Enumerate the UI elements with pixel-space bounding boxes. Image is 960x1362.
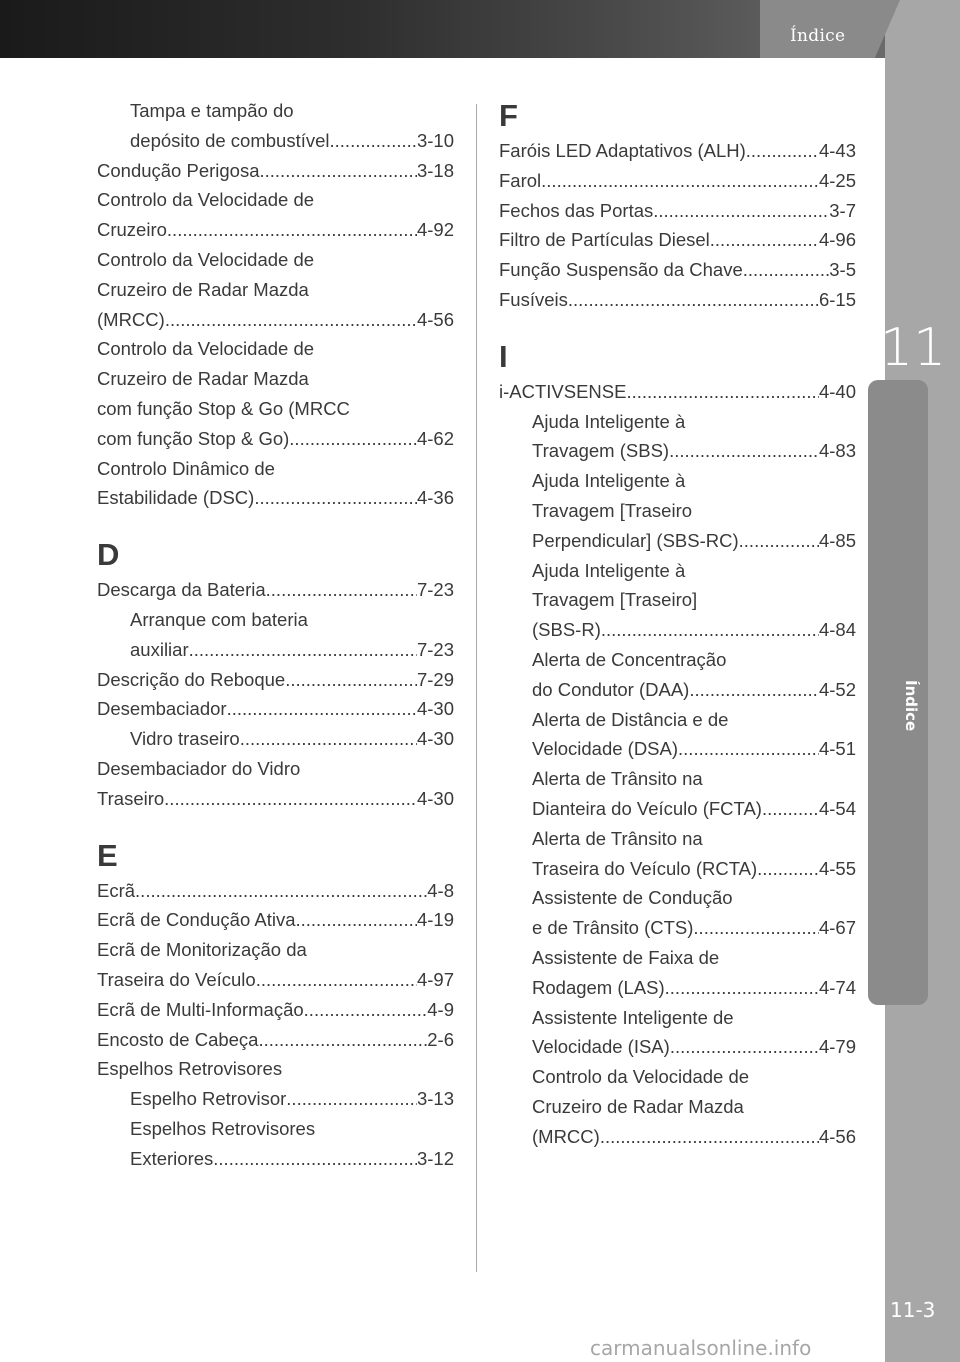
index-entry[interactable] <box>499 526 856 556</box>
dot-leader <box>286 1084 417 1114</box>
entry-text: Traseira do Veículo <box>97 968 256 990</box>
entry-text: Rodagem (LAS) <box>532 976 665 998</box>
dot-leader <box>213 1144 417 1174</box>
index-entry[interactable] <box>499 1032 856 1062</box>
index-text-line: Controlo da Velocidade de <box>97 189 315 211</box>
page-reference: 7-29 <box>416 668 454 690</box>
entry-text: Velocidade (ISA) <box>532 1036 670 1058</box>
index-text-line: Cruzeiro de Radar Mazda <box>97 368 309 390</box>
index-text-line: Alerta de Distância e de <box>532 708 729 730</box>
entry-text: Farol <box>499 169 542 191</box>
entry-text: Ecrã de Condução Ativa <box>97 909 296 931</box>
page-reference: 4-97 <box>416 968 454 990</box>
entry-text: auxiliar <box>130 638 189 660</box>
chapter-number: 11 <box>880 318 947 378</box>
entry-text: Ecrã de Multi-Informação <box>97 998 304 1020</box>
page-reference: 4-55 <box>818 857 856 879</box>
index-entry[interactable] <box>97 1025 454 1055</box>
dot-leader <box>256 965 417 995</box>
page-reference: 4-56 <box>818 1125 856 1147</box>
index-entry[interactable] <box>97 784 454 814</box>
page-reference: 6-15 <box>818 288 856 310</box>
index-entry[interactable] <box>499 854 856 884</box>
entry-text: (MRCC) <box>97 308 165 330</box>
entry-text: Traseiro <box>97 787 165 809</box>
dot-leader <box>266 575 417 605</box>
page-reference: 4-84 <box>818 619 856 641</box>
dot-leader <box>665 973 819 1003</box>
index-entry[interactable] <box>97 965 454 995</box>
entry-text: (SBS-R) <box>532 619 601 641</box>
page-reference: 3-12 <box>416 1147 454 1169</box>
index-entry[interactable] <box>499 675 856 705</box>
dot-leader <box>289 424 417 454</box>
dot-leader <box>189 635 417 665</box>
dot-leader <box>227 694 417 724</box>
page-reference: 4-62 <box>416 427 454 449</box>
dot-leader <box>601 615 819 645</box>
entry-text: com função Stop & Go) <box>97 427 290 449</box>
entry-text: e de Trânsito (CTS) <box>532 917 694 939</box>
index-text-line: Ecrã de Monitorização da <box>97 939 307 961</box>
dot-leader <box>135 876 427 906</box>
index-text-line: Espelhos Retrovisores <box>130 1117 316 1139</box>
index-text-line: Ajuda Inteligente à <box>532 470 686 492</box>
page-number: 11-3 <box>890 1298 936 1322</box>
page-reference: 2-6 <box>427 1028 454 1050</box>
dot-leader <box>693 913 819 943</box>
chapter-tab-label: Índice <box>902 680 920 732</box>
index-entry[interactable] <box>97 724 454 754</box>
index-entry[interactable] <box>97 876 454 906</box>
index-entry[interactable] <box>499 436 856 466</box>
dot-leader <box>710 225 819 255</box>
page-reference: 4-85 <box>818 529 856 551</box>
dot-leader <box>670 1032 819 1062</box>
index-text-line: Desembaciador do Vidro <box>97 757 301 779</box>
section-letter: I <box>499 338 508 374</box>
index-entry[interactable] <box>97 126 454 156</box>
index-entry[interactable] <box>97 905 454 935</box>
dot-leader <box>304 995 428 1025</box>
index-entry[interactable] <box>97 575 454 605</box>
dot-leader <box>689 675 819 705</box>
header-bar <box>0 0 885 58</box>
entry-text: Dianteira do Veículo (FCTA) <box>532 797 762 819</box>
dot-leader <box>743 255 829 285</box>
index-entry[interactable] <box>499 377 856 407</box>
entry-text: Exteriores <box>130 1147 214 1169</box>
entry-text: Travagem (SBS) <box>532 440 670 462</box>
page-reference: 4-43 <box>818 140 856 161</box>
entry-text: Espelho Retrovisor <box>130 1088 287 1110</box>
page-reference: 4-83 <box>818 440 856 462</box>
page-reference: 4-30 <box>416 728 454 750</box>
dot-leader <box>296 905 417 935</box>
entry-text: Função Suspensão da Chave <box>499 259 743 281</box>
entry-text: Ecrã <box>97 879 136 901</box>
page-reference: 4-54 <box>818 797 856 819</box>
page-reference: 4-8 <box>427 879 454 901</box>
index-entry[interactable] <box>499 285 856 315</box>
page-reference: 7-23 <box>416 579 454 601</box>
index-entry[interactable] <box>499 196 856 226</box>
watermark: carmanualsonline.info <box>590 1336 812 1360</box>
page-reference: 4-36 <box>416 487 454 509</box>
index-entry[interactable] <box>97 1084 454 1114</box>
dot-leader <box>164 784 417 814</box>
page-reference: 4-51 <box>818 738 856 760</box>
index-entry[interactable] <box>499 225 856 255</box>
entry-text: Descrição do Reboque <box>97 668 286 690</box>
index-entry[interactable] <box>499 615 856 645</box>
index-entry[interactable] <box>499 255 856 285</box>
dot-leader <box>600 1122 819 1152</box>
entry-text: depósito de combustível <box>130 129 330 151</box>
index-text-line: com função Stop & Go (MRCC <box>97 397 350 419</box>
index-entry[interactable] <box>97 305 454 335</box>
entry-text: Condução Perigosa <box>97 159 260 181</box>
index-text-line: Controlo da Velocidade de <box>532 1066 750 1088</box>
index-text-line: Assistente Inteligente de <box>532 1006 734 1028</box>
index-text-line: Travagem [Traseiro] <box>532 589 698 611</box>
page-reference: 3-5 <box>829 259 856 281</box>
index-entry[interactable] <box>97 694 454 724</box>
index-entry[interactable] <box>97 995 454 1025</box>
dot-leader <box>669 436 819 466</box>
entry-text: Velocidade (DSA) <box>532 738 679 760</box>
index-column-right <box>499 96 856 1152</box>
index-text-line: Assistente de Condução <box>532 887 733 909</box>
page-reference: 4-74 <box>818 976 856 998</box>
index-text-line: Ajuda Inteligente à <box>532 410 686 432</box>
index-text-line: Controlo da Velocidade de <box>97 248 315 270</box>
index-text-line: Assistente de Faixa de <box>532 946 720 968</box>
entry-text: Estabilidade (DSC) <box>97 487 255 509</box>
page-reference: 4-30 <box>416 787 454 809</box>
index-entry[interactable] <box>499 734 856 764</box>
entry-text: Encosto de Cabeça <box>97 1028 259 1050</box>
entry-text: (MRCC) <box>532 1125 600 1147</box>
index-text-line: Alerta de Trânsito na <box>532 827 703 849</box>
index-text-line: Espelhos Retrovisores <box>97 1058 283 1080</box>
page-reference: 3-10 <box>416 129 454 151</box>
section-letter: E <box>97 837 118 873</box>
index-entry[interactable] <box>97 483 454 513</box>
dot-leader <box>258 1025 427 1055</box>
page-reference: 3-13 <box>416 1088 454 1110</box>
section-letter: F <box>499 98 518 133</box>
index-entry[interactable] <box>97 215 454 245</box>
entry-text: Filtro de Partículas Diesel <box>499 229 710 251</box>
page-reference: 4-19 <box>416 909 454 931</box>
section-letter: D <box>97 537 120 573</box>
page-reference: 4-30 <box>416 698 454 720</box>
page-reference: 4-52 <box>818 678 856 700</box>
entry-text: Traseira do Veículo (RCTA) <box>532 857 758 879</box>
index-column-left <box>97 96 454 1174</box>
index-text-line: Arranque com bateria <box>130 608 308 630</box>
dot-leader <box>254 483 417 513</box>
header-title: Índice <box>790 26 846 46</box>
dot-leader <box>285 665 417 695</box>
dot-leader <box>746 136 819 166</box>
page-reference: 4-25 <box>818 169 856 191</box>
dot-leader <box>330 126 417 156</box>
index-text-line: Controlo Dinâmico de <box>97 457 275 479</box>
page-reference: 3-7 <box>829 199 856 221</box>
index-text-line: Ajuda Inteligente à <box>532 559 686 581</box>
page-reference: 4-40 <box>818 380 856 402</box>
page-reference: 4-92 <box>416 219 454 241</box>
page-reference: 4-96 <box>818 229 856 251</box>
entry-text: Cruzeiro <box>97 219 167 241</box>
dot-leader <box>165 305 417 335</box>
index-entry[interactable] <box>97 424 454 454</box>
column-divider <box>476 104 477 1272</box>
entry-text: Perpendicular] (SBS-RC) <box>532 529 739 551</box>
page-reference: 3-18 <box>416 159 454 181</box>
entry-text: Fusíveis <box>499 288 568 310</box>
dot-leader <box>167 215 417 245</box>
index-text-line: Cruzeiro de Radar Mazda <box>97 278 309 300</box>
dot-leader <box>762 794 819 824</box>
dot-leader <box>260 156 417 186</box>
index-entry[interactable] <box>97 665 454 695</box>
index-entry[interactable] <box>97 156 454 186</box>
dot-leader <box>678 734 819 764</box>
index-text-line: Cruzeiro de Radar Mazda <box>532 1095 744 1117</box>
entry-text: i-ACTIVSENSE <box>499 380 627 402</box>
dot-leader <box>240 724 417 754</box>
dot-leader <box>757 854 819 884</box>
dot-leader <box>568 285 819 315</box>
index-entry[interactable] <box>499 166 856 196</box>
index-entry[interactable] <box>499 136 856 166</box>
page-reference: 4-56 <box>416 308 454 330</box>
entry-text: Desembaciador <box>97 698 227 720</box>
entry-text: do Condutor (DAA) <box>532 678 690 700</box>
dot-leader <box>739 526 819 556</box>
entry-text: Fechos das Portas <box>499 199 654 221</box>
dot-leader <box>653 196 829 226</box>
entry-text: Vidro traseiro <box>130 728 240 750</box>
entry-text: Descarga da Bateria <box>97 579 266 601</box>
dot-leader <box>626 377 819 407</box>
index-entry[interactable] <box>499 1122 856 1152</box>
index-entry[interactable] <box>499 794 856 824</box>
page-reference: 4-79 <box>818 1036 856 1058</box>
index-text-line: Controlo da Velocidade de <box>97 338 315 360</box>
page-reference: 7-23 <box>416 638 454 660</box>
page-reference: 4-9 <box>427 998 454 1020</box>
index-entry[interactable] <box>499 913 856 943</box>
index-text-line: Tampa e tampão do <box>130 100 294 121</box>
dot-leader <box>541 166 819 196</box>
page-reference: 4-67 <box>818 917 856 939</box>
index-entry[interactable] <box>499 973 856 1003</box>
index-entry[interactable] <box>97 1144 454 1174</box>
index-text-line: Alerta de Concentração <box>532 648 727 670</box>
index-entry[interactable] <box>97 635 454 665</box>
entry-text: Faróis LED Adaptativos (ALH) <box>499 140 746 161</box>
index-text-line: Alerta de Trânsito na <box>532 768 703 790</box>
index-text-line: Travagem [Traseiro <box>532 499 693 521</box>
